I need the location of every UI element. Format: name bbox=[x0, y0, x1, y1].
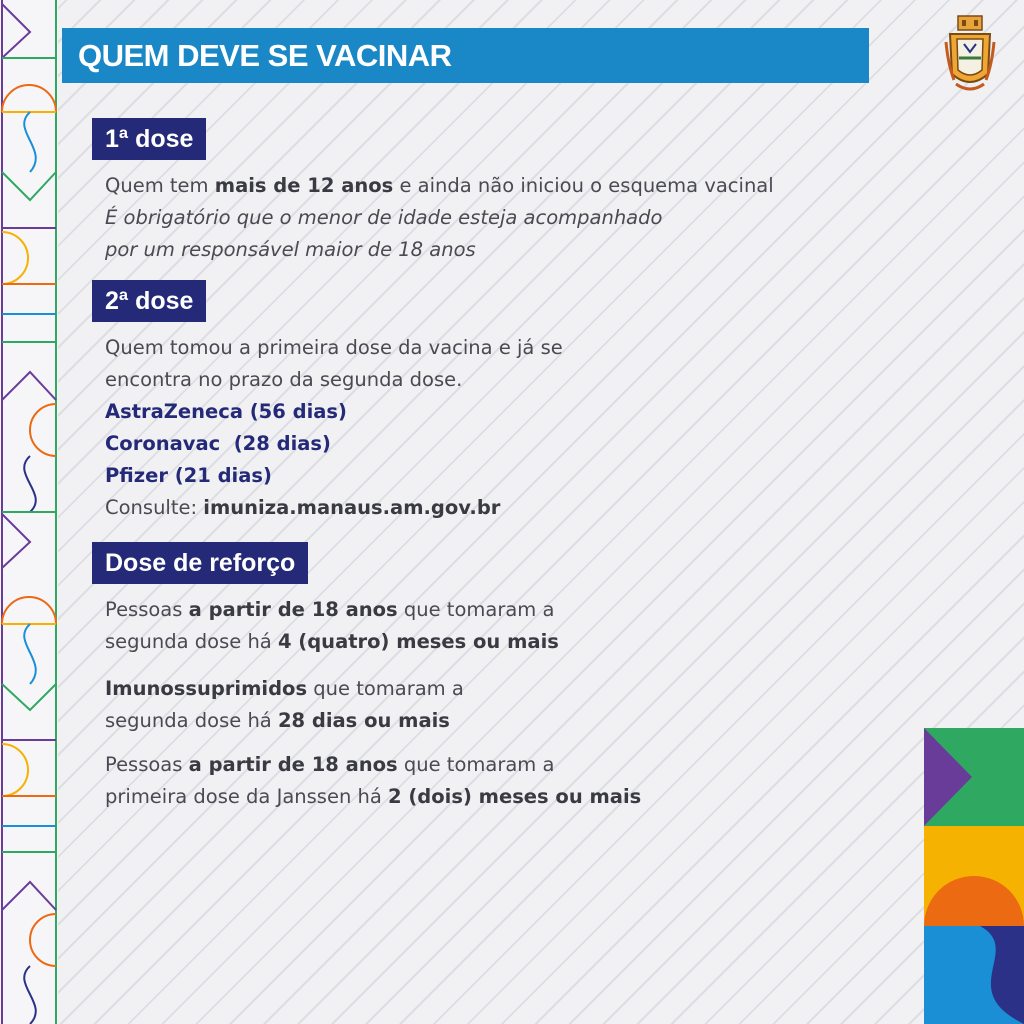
second-dose-label: 2ª dose bbox=[92, 280, 206, 322]
first-dose-note-2: por um responsável maior de 18 anos bbox=[105, 238, 476, 261]
booster-label: Dose de reforço bbox=[92, 542, 308, 584]
first-dose-note: É obrigatório que o menor de idade esteja acompanhado bbox=[105, 206, 663, 229]
left-geometric-strip bbox=[0, 0, 58, 1024]
first-dose-text: Quem tem mais de 12 anos e ainda não iniciou o esquema vacinal É obrigatório que o menor de idade esteja acompanhado por um responsável maior de 18 anos bbox=[105, 174, 774, 261]
consult-link[interactable]: imuniza.manaus.am.gov.br bbox=[203, 496, 501, 519]
booster-text-3: Pessoas a partir de 18 anos que tomaram a primeira dose da Janssen há 2 (dois) meses ou mais bbox=[105, 753, 642, 808]
vaccine-astrazeneca: AstraZeneca (56 dias) bbox=[105, 400, 347, 423]
corner-geometric-shapes bbox=[924, 728, 1024, 1024]
booster-text-2: Imunossuprimidos que tomaram a segunda dose há 28 dias ou mais bbox=[105, 677, 464, 732]
vaccine-coronavac: Coronavac (28 dias) bbox=[105, 432, 331, 455]
coat-of-arms-icon bbox=[944, 14, 996, 96]
page-title: QUEM DEVE SE VACINAR bbox=[62, 28, 869, 83]
second-dose-text: Quem tomou a primeira dose da vacina e já se encontra no prazo da segunda dose. AstraZeneca (56 dias) Coronavac (28 dias) Pfizer (21 dias) Consulte: imuniza.manaus.am.gov.br bbox=[105, 336, 563, 519]
vaccine-pfizer: Pfizer (21 dias) bbox=[105, 464, 272, 487]
first-dose-label: 1ª dose bbox=[92, 118, 206, 160]
booster-text-1: Pessoas a partir de 18 anos que tomaram a segunda dose há 4 (quatro) meses ou mais bbox=[105, 598, 559, 653]
